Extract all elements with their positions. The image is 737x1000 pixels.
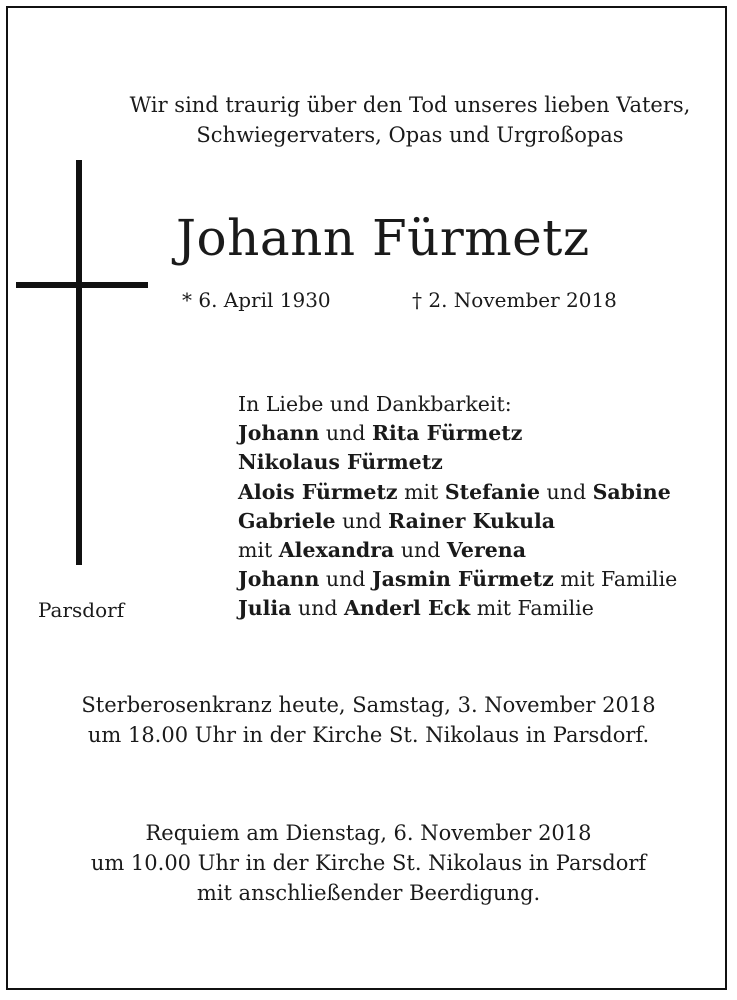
mourner-name: Anderl Eck <box>344 596 471 621</box>
mourner-name: Jasmin Fürmetz <box>371 567 554 592</box>
place-name: Parsdorf <box>38 598 125 622</box>
mourner-line <box>238 507 677 536</box>
intro-text <box>90 90 730 150</box>
requiem-line-2: um 10.00 Uhr in der Kirche St. Nikolaus in Parsdorf <box>90 851 647 875</box>
intro-line-2: Schwiegervaters, Opas und Urgroßopas <box>196 123 624 147</box>
mourner-connector: und <box>319 421 372 446</box>
mourner-line <box>238 536 677 565</box>
mourner-name: Gabriele <box>238 508 336 533</box>
mourner-name: Johann <box>238 567 320 592</box>
mourner-line <box>238 448 677 477</box>
mourner-connector: und <box>319 567 372 592</box>
intro-line-1: Wir sind traurig über den Tod unseres lieben Vaters, <box>129 93 691 117</box>
mourner-connector: mit Familie <box>553 567 678 592</box>
mourner-name: Stefanie <box>444 479 541 504</box>
cross-icon-bar <box>16 282 148 288</box>
mourner-name: Alexandra <box>278 538 395 563</box>
mourner-name: Sabine <box>592 479 671 504</box>
mourner-connector: und <box>540 479 593 504</box>
mourner-line <box>238 419 677 448</box>
mourners-list <box>238 390 677 624</box>
mourner-connector: und <box>291 596 345 621</box>
mourner-connector: mit <box>397 479 445 504</box>
mourner-name: Johann <box>238 421 320 446</box>
death-date: † 2. November 2018 <box>412 288 617 312</box>
requiem-line-3: mit anschließender Beerdigung. <box>196 881 541 905</box>
mourner-name: Nikolaus Fürmetz <box>238 450 443 475</box>
mourner-name: Alois Fürmetz <box>238 479 398 504</box>
mourner-connector: mit <box>238 538 279 563</box>
mourner-line <box>238 594 677 623</box>
rosary-notice <box>0 690 737 750</box>
requiem-notice <box>0 818 737 908</box>
mourner-name: Rita Fürmetz <box>371 421 523 446</box>
mourners-heading: In Liebe und Dankbarkeit: <box>238 392 512 416</box>
rosary-line-2: um 18.00 Uhr in der Kirche St. Nikolaus in Parsdorf. <box>87 723 650 747</box>
mourner-line <box>238 565 677 594</box>
requiem-line-1: Requiem am Dienstag, 6. November 2018 <box>145 821 592 845</box>
mourner-connector: und <box>335 508 389 533</box>
mourner-connector: mit Familie <box>470 596 594 621</box>
mourner-name: Verena <box>446 538 526 563</box>
birth-date: * 6. April 1930 <box>182 288 331 312</box>
mourner-connector: und <box>394 538 447 563</box>
mourner-name: Rainer Kukula <box>388 508 556 533</box>
cross-icon <box>76 160 82 565</box>
mourner-line <box>238 478 677 507</box>
mourner-name: Julia <box>238 596 292 621</box>
rosary-line-1: Sterberosenkranz heute, Samstag, 3. November 2018 <box>81 693 656 717</box>
deceased-name: Johann Fürmetz <box>176 209 590 267</box>
